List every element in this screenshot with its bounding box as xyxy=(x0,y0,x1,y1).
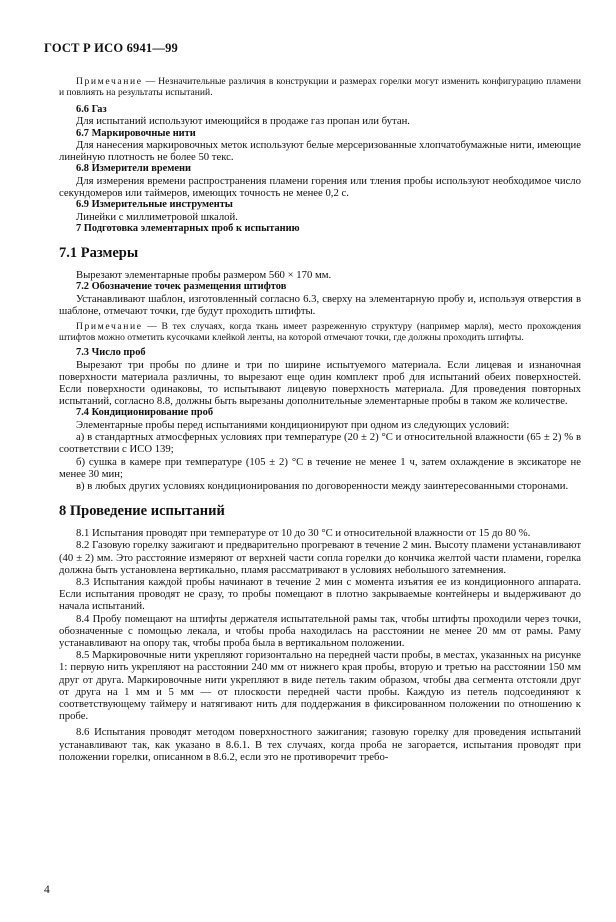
heading-6-8: 6.8 Измерители времени xyxy=(76,163,191,175)
para-7-2: Устанавливают шаблон, изготовленный согласно 6.3, сверху на элементарную пробу и, используя отверстия в шаблоне, отмечают точки, где будут проходить штифты. xyxy=(59,292,581,318)
heading-7-4: 7.4 Кондиционирование проб xyxy=(76,407,214,419)
para-8-1: 8.1 Испытания проводят при температуре от 10 до 30 °С и относительной влажности от 15 до 80 %. xyxy=(76,527,531,540)
para-8-6: 8.6 Испытания проводят методом поверхностного зажигания; газовую горелку для проведения испытаний устанавливают так, как указано в 8.6.1. В тех случаях, когда проба не загорается, испытания проводят при положении горелки, описанном в 8.6.2, если это не противоречит требо- xyxy=(59,726,581,763)
heading-7-1: 7.1 Размеры xyxy=(59,245,139,262)
note-burner xyxy=(59,76,581,98)
para-6-6: Для испытаний используют имеющийся в продаже газ пропан или бутан. xyxy=(76,115,410,128)
note-label: Примечание xyxy=(76,76,143,87)
heading-8: 8 Проведение испытаний xyxy=(59,503,225,520)
heading-6-7: 6.7 Маркировочные нити xyxy=(76,127,196,139)
para-7-3: Вырезают три пробы по длине и три по ширине испытуемого материала. Если лицевая и изнаночная поверхности материала различны, то вырезают еще один комплект проб для испытаний обеих поверхностей. Если поверхности одинаковы, то испытывают лицевую поверхность материала. Для проведения повторных испытаний, согласно 8.8, должны быть вырезаны дополнительные элементарные пробы в таком же количестве. xyxy=(59,358,581,408)
para-8-5: 8.5 Маркировочные нити укрепляют горизонтально на передней части пробы, в местах, указанных на рисунке 1: первую нить укрепляют на расстоянии 240 мм от нижнего края пробы, вторую и третью на расстоянии 150 мм друг от друга. Маркировочные нити укрепляют в виде петель таким образом, чтобы два сегмента отстояли друг от друга на 1 мм и 5 мм — от плоскости передней части пробы. Каждую из петель подсоединяют к соответствующему таймеру и натягивают нить для поддержания в фиксированном положении по отношению к пробе. xyxy=(59,649,581,723)
page-body xyxy=(59,76,581,763)
para-8-2: 8.2 Газовую горелку зажигают и предварительно прогревают в течение 2 мин. Высоту пламени устанавливают (40 ± 2) мм. Это расстояние измеряют от верхней части сопла горелки до кончика желтой части пламени, горелка должна быть установлена вертикально, пламя рассматривают в условиях небольшого затемнения. xyxy=(59,539,581,576)
note-text: — Незначительные различия в конструкции и размерах горелки могут изменить конфигурацию пламени и повлиять на результаты испытаний. xyxy=(59,76,581,98)
heading-7-2: 7.2 Обозначение точек размещения штифтов xyxy=(76,281,287,293)
page-number: 4 xyxy=(44,884,50,896)
para-8-4: 8.4 Пробу помещают на штифты держателя испытательной рамы так, чтобы штифты проходили через точки, обозначенные с помощью лекала, и чтобы проба находилась на расстоянии не менее 20 мм от рамы. Раму устанавливают на опору так, чтобы проба была в вертикальном положении. xyxy=(59,612,581,649)
note-label: Примечание xyxy=(76,321,143,333)
list-item-a: а) в стандартных атмосферных условиях при температуре (20 ± 2) °С и относительной влажности (65 ± 2) % в соответствии с ИСО 139; xyxy=(59,431,581,456)
running-header: ГОСТ Р ИСО 6941—99 xyxy=(44,41,178,55)
para-8-3: 8.3 Испытания каждой пробы начинают в течение 2 мин с момента изъятия ее из кондиционного аппарата. Если испытания проводят не сразу, то пробы помещают в плотно закрываемые контейнеры и выдерживают до начала испытаний. xyxy=(59,575,581,613)
list-item-c: в) в любых других условиях кондиционирования по договоренности между заинтересованными сторонами. xyxy=(76,479,569,492)
heading-6-9: 6.9 Измерительные инструменты xyxy=(76,199,233,211)
heading-6-6: 6.6 Газ xyxy=(76,104,107,115)
para-7-4-intro: Элементарные пробы перед испытаниями кондиционируют при одном из следующих условий: xyxy=(76,418,510,431)
para-6-9: Линейки с миллиметровой шкалой. xyxy=(76,210,238,223)
list-item-b: б) сушка в камере при температуре (105 ± 2) °С в течение не менее 1 ч, затем охлаждение в эксикаторе не менее 30 мин; xyxy=(59,455,581,480)
note-text: — В тех случаях, когда ткань имеет разреженную структуру (например марля), место прохождения штифтов можно отметить кусочками клейкой ленты, на которой отмечают точки, где должны проходить штифты. xyxy=(59,321,581,344)
heading-7-3: 7.3 Число проб xyxy=(76,347,146,359)
para-7-1: Вырезают элементарные пробы размером 560 × 170 мм. xyxy=(76,269,332,282)
para-6-7: Для нанесения маркировочных меток используют белые мерсеризованные хлопчатобумажные нити, имеющие линейную плотность не более 50 текс. xyxy=(59,139,581,164)
heading-7: 7 Подготовка элементарных проб к испытанию xyxy=(76,222,300,234)
para-6-8: Для измерения времени распространения пламени горения или тления пробы используют необходимое число секундомеров или таймеров, имеющих точность не менее 0,2 с. xyxy=(59,174,581,200)
note-pins xyxy=(59,321,581,343)
